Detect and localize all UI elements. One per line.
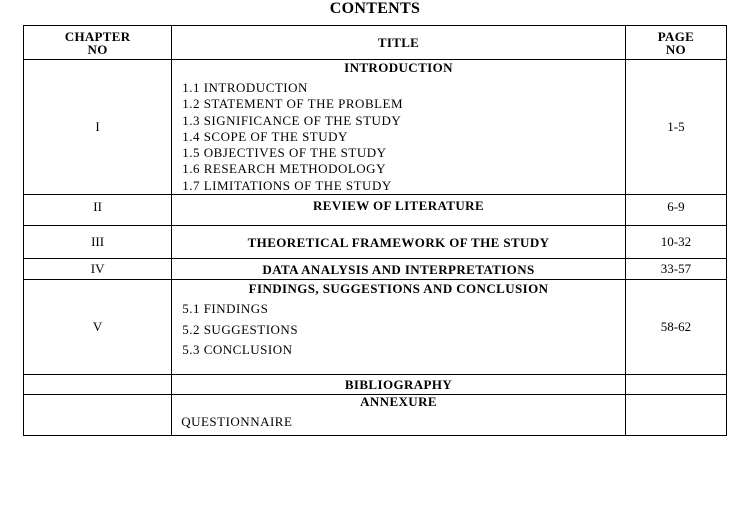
chapter-heading: ANNEXURE (360, 394, 437, 410)
page-range: 6-9 (625, 195, 726, 226)
section-item: 5.3 CONCLUSION (182, 342, 293, 358)
section-item: 1.3 SIGNIFICANCE OF THE STUDY (182, 112, 402, 128)
section-item: 1.2 STATEMENT OF THE PROBLEM (182, 96, 404, 112)
table-row (24, 395, 727, 436)
section-item: 5.1 FINDINGS (182, 301, 269, 317)
contents-table (23, 25, 727, 436)
chapter-no-header: CHAPTER NO (24, 26, 172, 60)
chapter-heading: REVIEW OF LITERATURE (172, 195, 626, 226)
page-range: 1-5 (625, 60, 726, 195)
chapter-title-cell (172, 60, 626, 195)
table-row (24, 60, 727, 195)
section-item: 1.4 SCOPE OF THE STUDY (182, 128, 348, 144)
chapter-number: IV (24, 259, 172, 280)
chapter-number: III (24, 226, 172, 259)
chapter-heading: DATA ANALYSIS AND INTERPRETATIONS (172, 259, 626, 280)
table-header-row (24, 26, 727, 60)
chapter-number: II (24, 195, 172, 226)
chapter-number (24, 395, 172, 436)
section-item: QUESTIONNAIRE (181, 414, 293, 430)
section-item: 5.2 SUGGESTIONS (182, 321, 299, 337)
title-header: TITLE (172, 26, 626, 60)
table-row (24, 280, 727, 375)
chapter-number: V (24, 280, 172, 375)
page-title: CONTENTS (329, 0, 421, 17)
chapter-heading: FINDINGS, SUGGESTIONS AND CONCLUSION (248, 281, 549, 297)
table-row (24, 375, 727, 395)
chapter-heading: THEORETICAL FRAMEWORK OF THE STUDY (172, 226, 626, 259)
section-item: 1.1 INTRODUCTION (182, 80, 308, 95)
section-item: 1.5 OBJECTIVES OF THE STUDY (182, 145, 387, 161)
table-row (24, 226, 727, 259)
section-item: 1.6 RESEARCH METHODOLOGY (182, 161, 386, 177)
chapter-number (24, 375, 172, 395)
chapter-heading: BIBLIOGRAPHY (172, 375, 626, 395)
page-no-header: PAGE NO (625, 26, 726, 60)
chapter-heading: INTRODUCTION (344, 60, 453, 75)
page-range: 10-32 (625, 226, 726, 259)
page-range: 33-57 (625, 259, 726, 280)
table-row (24, 259, 727, 280)
chapter-number: I (24, 60, 172, 195)
chapter-title-cell (172, 395, 626, 436)
page-range: 58-62 (625, 280, 726, 375)
section-item: 1.7 LIMITATIONS OF THE STUDY (182, 177, 392, 193)
table-row (24, 195, 727, 226)
page-range (625, 395, 726, 436)
page-range (625, 375, 726, 395)
chapter-title-cell (172, 280, 626, 375)
